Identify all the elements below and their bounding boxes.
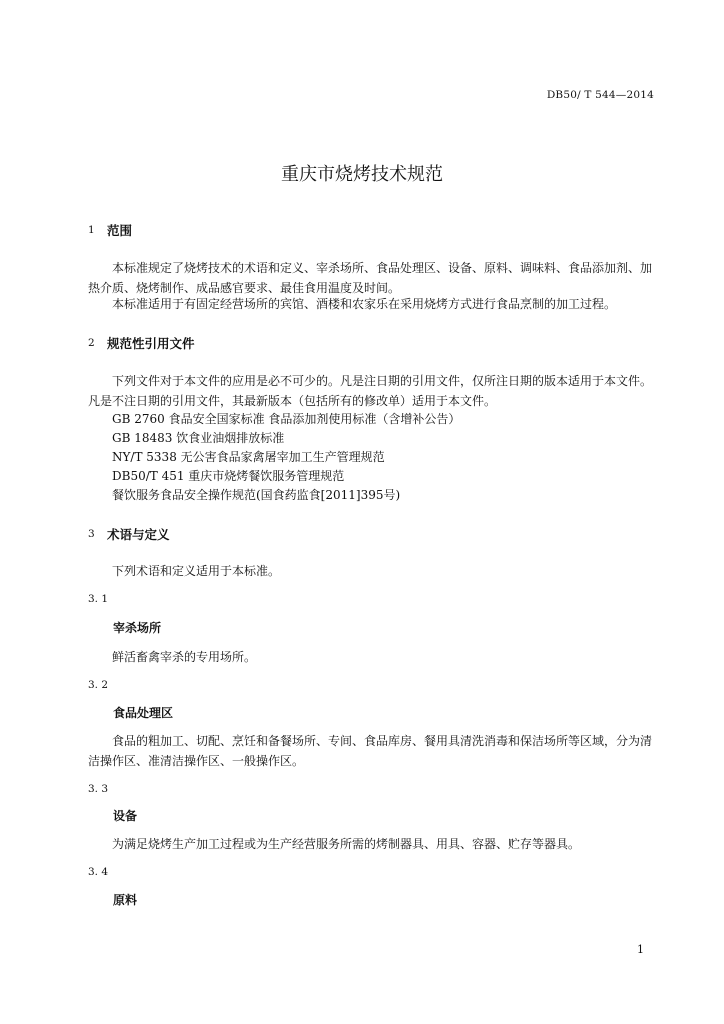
term-definition: 鲜活畜禽宰杀的专用场所。 <box>112 650 257 664</box>
section-3-number: 3 <box>88 528 95 540</box>
section-1-paragraph-1: 本标准规定了烧烤技术的术语和定义、宰杀场所、食品处理区、设备、原料、调味料、食品添加剂、加热介质、烧烤制作、成品感官要求、最佳食用温度及时间。 <box>88 261 653 295</box>
section-3-intro: 下列术语和定义适用于本标准。 <box>112 564 281 578</box>
term-definition: 为满足烧烤生产加工过程或为生产经营服务所需的烤制器具、用具、容器、贮存等器具。 <box>112 837 581 851</box>
normative-reference-item: NY/T 5338 无公害食品家禽屠宰加工生产管理规范 <box>112 450 385 464</box>
normative-reference-item: GB 2760 食品安全国家标准 食品添加剂使用标准（含增补公告） <box>112 412 461 426</box>
term-title: 宰杀场所 <box>113 621 162 635</box>
section-3-title: 术语与定义 <box>107 527 170 542</box>
standard-number: DB50/ T 544—2014 <box>546 89 654 101</box>
term-title: 食品处理区 <box>113 706 174 720</box>
section-1-title: 范围 <box>107 223 133 238</box>
normative-reference-item: DB50/T 451 重庆市烧烤餐饮服务管理规范 <box>112 469 345 483</box>
section-2-number: 2 <box>88 337 95 349</box>
term-definition: 食品的粗加工、切配、烹饪和备餐场所、专间、食品库房、餐用具清洗消毒和保洁场所等区域，分为清洁操作区、准清洁操作区、一般操作区。 <box>88 734 653 768</box>
term-number: 3. 3 <box>88 783 109 795</box>
section-1-paragraph-2: 本标准适用于有固定经营场所的宾馆、酒楼和农家乐在采用烧烤方式进行食品烹制的加工过程。 <box>112 297 617 311</box>
section-2-paragraph-1: 下列文件对于本文件的应用是必不可少的。凡是注日期的引用文件，仅所注日期的版本适用于本文件。凡是不注日期的引用文件，其最新版本（包括所有的修改单）适用于本文件。 <box>88 374 653 408</box>
section-2-title: 规范性引用文件 <box>107 336 195 351</box>
term-number: 3. 4 <box>88 866 109 878</box>
term-number: 3. 1 <box>88 593 109 605</box>
term-title: 原料 <box>113 893 138 907</box>
normative-reference-item: 餐饮服务食品安全操作规范(国食药监食[2011]395号) <box>112 488 401 502</box>
normative-reference-item: GB 18483 饮食业油烟排放标准 <box>112 431 285 445</box>
section-1-number: 1 <box>88 224 95 236</box>
term-number: 3. 2 <box>88 679 109 691</box>
page-number: 1 <box>637 943 644 956</box>
term-title: 设备 <box>113 809 138 823</box>
document-title: 重庆市烧烤技术规范 <box>281 164 443 185</box>
